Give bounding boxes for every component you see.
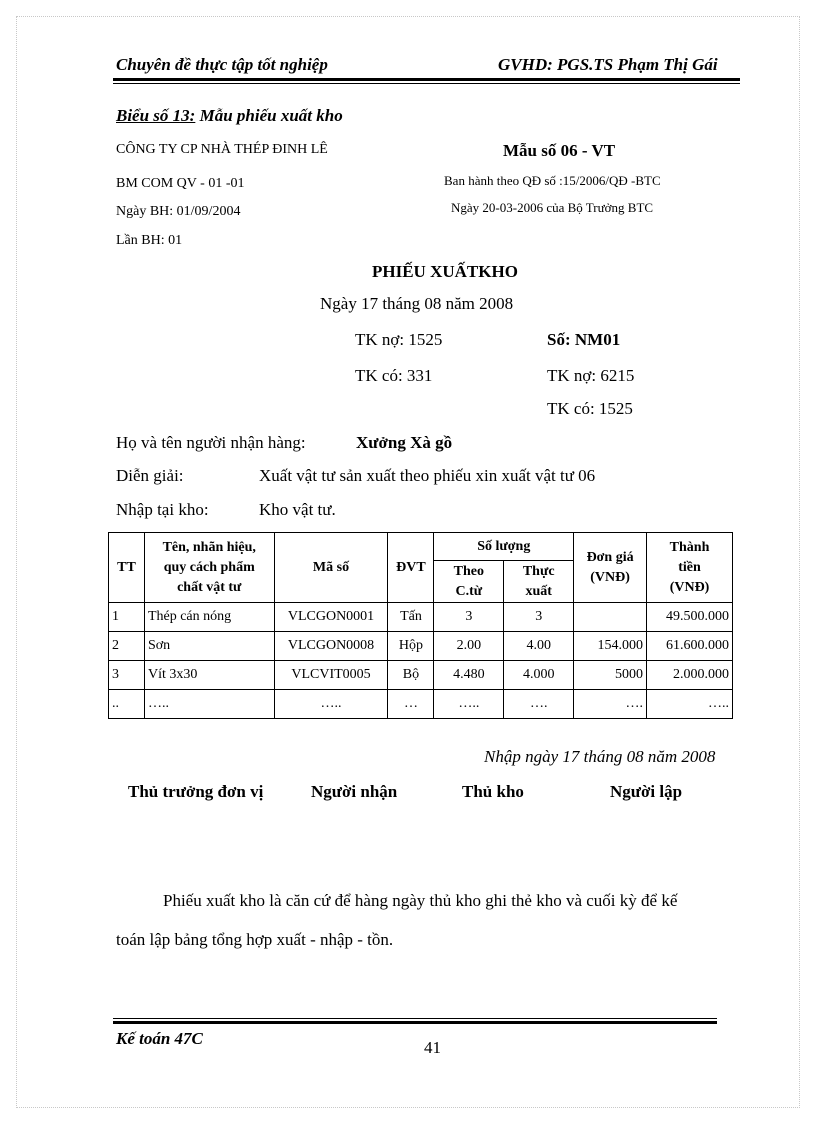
footer-rule-thin xyxy=(113,1018,717,1019)
slip-date: Ngày 17 tháng 08 năm 2008 xyxy=(320,294,514,313)
tk-co-1: TK có: 331 xyxy=(355,366,433,385)
warehouse-label: Nhập tại kho: xyxy=(116,500,209,519)
col-qty-doc: Theo C.từ xyxy=(434,561,504,603)
receiver-value: Xưởng Xà gồ xyxy=(356,433,453,452)
table-row: 1 Thép cán nóng VLCGON0001 Tấn 3 3 49.500.000 xyxy=(109,603,733,632)
footer-left: Kế toán 47C xyxy=(116,1029,203,1048)
form-decree: Ban hành theo QĐ số :15/2006/QĐ -BTC xyxy=(444,173,661,188)
page-number: 41 xyxy=(424,1038,441,1057)
paragraph-line-1: Phiếu xuất kho là căn cứ để hàng ngày thủ kho ghi thẻ kho và cuối kỳ để kế xyxy=(163,891,678,910)
col-price: Đơn giá (VNĐ) xyxy=(574,533,647,603)
tk-co-2: TK có: 1525 xyxy=(547,399,633,418)
tk-no-2: TK nợ: 6215 xyxy=(547,366,635,385)
header-rule-thin xyxy=(113,83,740,84)
issue-number: Lần BH: 01 xyxy=(116,233,183,248)
col-name: Tên, nhãn hiệu, quy cách phẩm chất vật tư xyxy=(144,533,274,603)
description-value: Xuất vật tư sản xuất theo phiếu xin xuất vật tư 06 xyxy=(259,466,596,485)
col-unit: ĐVT xyxy=(388,533,434,603)
warehouse-value: Kho vật tư. xyxy=(259,500,336,519)
signature-head: Thủ trưởng đơn vị xyxy=(128,782,264,801)
tk-no-1: TK nợ: 1525 xyxy=(355,330,443,349)
section-title-text: Mẫu phiếu xuất kho xyxy=(195,106,343,125)
header-left: Chuyên đề thực tập tốt nghiệp xyxy=(116,55,328,74)
paragraph-line-2: toán lập bảng tổng hợp xuất - nhập - tồn. xyxy=(116,930,394,949)
issue-table xyxy=(108,532,733,719)
company-name: CÔNG TY CP NHÀ THÉP ĐINH LÊ xyxy=(116,142,328,157)
signature-receiver: Người nhận xyxy=(311,782,398,801)
table-row: 2 Sơn VLCGON0008 Hộp 2.00 4.00 154.000 61.600.000 xyxy=(109,632,733,661)
description-label: Diễn giải: xyxy=(116,466,184,485)
form-code: BM COM QV - 01 -01 xyxy=(116,176,245,191)
table-row: 3 Vít 3x30 VLCVIT0005 Bộ 4.480 4.000 5000 2.000.000 xyxy=(109,661,733,690)
header-right: GVHD: PGS.TS Phạm Thị Gái xyxy=(498,55,718,74)
col-amount: Thành tiền (VNĐ) xyxy=(647,533,733,603)
section-title-label: Biểu số 13: xyxy=(116,106,196,125)
receiver-label: Họ và tên người nhận hàng: xyxy=(116,433,306,452)
footer-date: Nhập ngày 17 tháng 08 năm 2008 xyxy=(484,747,716,766)
col-tt: TT xyxy=(109,533,145,603)
form-number: Mẫu số 06 - VT xyxy=(503,141,616,160)
col-quantity: Số lượng xyxy=(434,533,574,561)
col-qty-actual: Thực xuất xyxy=(504,561,574,603)
footer-rule-thick xyxy=(113,1021,717,1024)
col-code: Mã số xyxy=(274,533,388,603)
section-title xyxy=(116,106,343,126)
table-row: .. ….. ….. … ….. …. …. ….. xyxy=(109,690,733,719)
header-rule-thick xyxy=(113,78,740,81)
slip-title: PHIẾU XUẤTKHO xyxy=(372,262,518,281)
slip-number: Số: NM01 xyxy=(547,330,621,349)
signature-preparer: Người lập xyxy=(610,782,683,801)
form-decree-date: Ngày 20-03-2006 của Bộ Trưởng BTC xyxy=(451,200,654,215)
issue-date: Ngày BH: 01/09/2004 xyxy=(116,204,241,219)
signature-keeper: Thủ kho xyxy=(462,782,524,801)
